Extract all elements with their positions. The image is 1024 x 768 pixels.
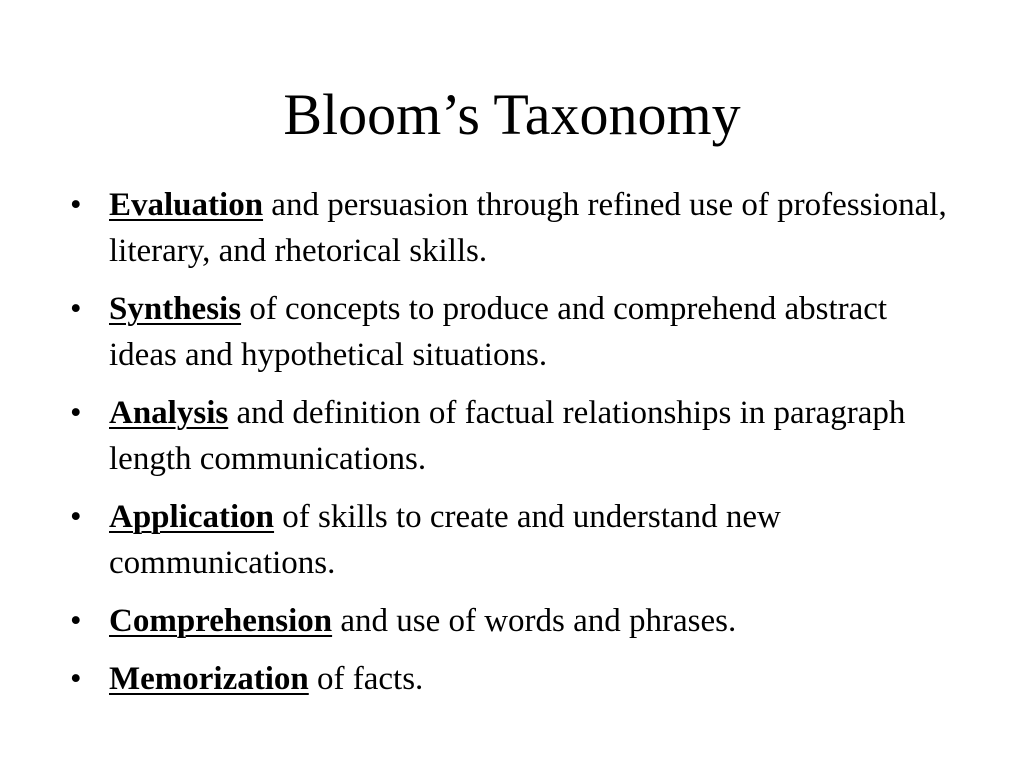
slide-title: Bloom’s Taxonomy: [283, 82, 741, 147]
bullet-term: Synthesis: [109, 291, 242, 327]
list-item: [70, 182, 950, 274]
bullet-text: of skills to create and understand new communications.: [109, 499, 781, 581]
list-item: [70, 286, 950, 378]
bullet-text: and use of words and phrases.: [332, 603, 737, 639]
bullet-text: of concepts to produce and comprehend abstract ideas and hypothetical situations.: [109, 291, 888, 373]
bullet-text: of facts.: [308, 661, 424, 697]
list-item: [70, 494, 950, 586]
list-item: [70, 656, 950, 702]
bullet-icon: •: [70, 661, 82, 697]
bullet-text: and persuasion through refined use of professional, literary, and rhetorical skills.: [109, 187, 947, 269]
list-item: [70, 390, 950, 482]
bullet-icon: •: [70, 291, 82, 327]
bullet-term: Application: [109, 499, 275, 535]
list-item: [70, 598, 950, 644]
bullet-term: Evaluation: [109, 187, 264, 223]
bullet-term: Comprehension: [109, 603, 333, 639]
bullet-term: Analysis: [109, 395, 229, 431]
bullet-icon: •: [70, 603, 82, 639]
bullet-icon: •: [70, 499, 82, 535]
bullet-icon: •: [70, 187, 82, 223]
bullet-text: and definition of factual relationships in paragraph length communications.: [109, 395, 906, 477]
bullet-icon: •: [70, 395, 82, 431]
bullet-list: [70, 182, 950, 714]
bullet-term: Memorization: [109, 661, 309, 697]
